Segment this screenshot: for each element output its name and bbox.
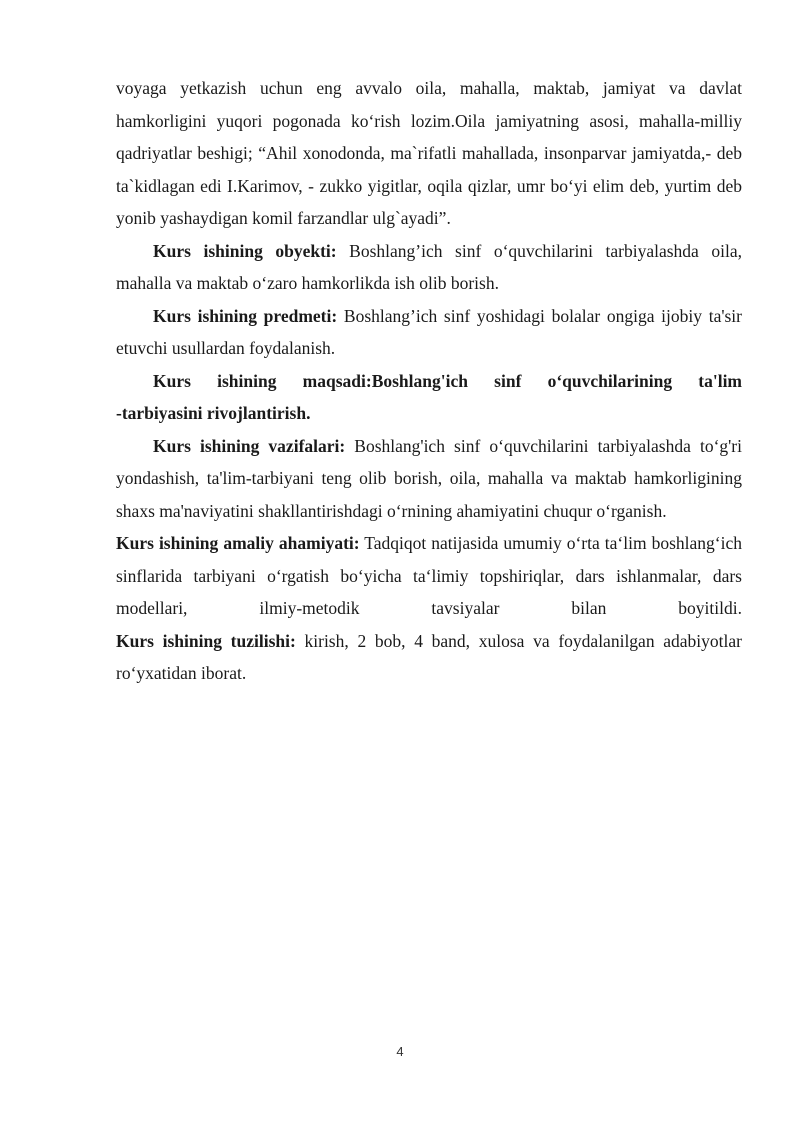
tasks-paragraph [116, 430, 742, 528]
goal-text-line1: Boshlang'ich sinf o‘quvchilarining ta'lim [371, 370, 743, 391]
document-body [116, 72, 742, 690]
goal-paragraph-line1 [116, 365, 742, 398]
object-paragraph [116, 235, 742, 300]
practical-text: Tadqiqot natijasida umumiy o‘rta ta‘lim boshlang‘ich sinflarida tarbiyani o‘rgatish bo‘yicha ta‘limiy topshiriqlar, dars ishlanmalar, dars modellari, ilmiy-metodik tavsiyalar bilan boyitildi. [116, 533, 743, 618]
tasks-text: Boshlang'ich sinf o‘quvchilarini tarbiyalashda to‘g'ri yondashish, ta'lim-tarbiyani teng olib borish, oila, mahalla va maktab hamkorligining shaxs ma'naviyatini shakllantirishdagi o‘rnining ahamiyatini chuqur o‘rganish. [116, 435, 743, 521]
practical-label: Kurs ishining amaliy ahamiyati: [116, 533, 360, 553]
goal-label: Kurs ishining maqsadi: [153, 370, 372, 391]
object-label: Kurs ishining obyekti: [153, 240, 337, 261]
subject-label: Kurs ishining predmeti: [153, 305, 338, 326]
structure-label: Kurs ishining tuzilishi: [116, 630, 296, 651]
tasks-label: Kurs ishining vazifalari: [153, 435, 346, 456]
page-number: 4 [396, 1044, 404, 1059]
object-text: Boshlang’ich sinf o‘quvchilarini tarbiyalashda oila, mahalla va maktab o‘zaro hamkorlikda ish olib borish. [116, 240, 742, 293]
practical-paragraph [116, 527, 742, 625]
structure-text: kirish, 2 bob, 4 band, xulosa va foydalanilgan adabiyotlar ro‘yxatidan iborat. [116, 630, 742, 683]
structure-paragraph [116, 625, 742, 690]
goal-text-line2: -tarbiyasini rivojlantirish. [116, 403, 311, 423]
goal-paragraph-line2 [116, 397, 742, 430]
intro-paragraph: voyaga yetkazish uchun eng avvalo oila, mahalla, maktab, jamiyat va davlat hamkorligini yuqori pogonada ko‘rish lozim.Oila jamiyatning asosi, mahalla-milliy qadriyatlar beshigi; “Ahil xonodonda, ma`rifatli mahallada, insonparvar jamiyatda,- deb ta`kidlagan edi I.Karimov, - zukko yigitlar, oqila qizlar, umr bo‘yi elim deb, yurtim deb yonib yashaydigan komil farzandlar ulg`ayadi”. [116, 78, 742, 228]
subject-text: Boshlang’ich sinf yoshidagi bolalar ongiga ijobiy ta'sir etuvchi usullardan foydalanish. [116, 305, 742, 358]
subject-paragraph [116, 300, 742, 365]
